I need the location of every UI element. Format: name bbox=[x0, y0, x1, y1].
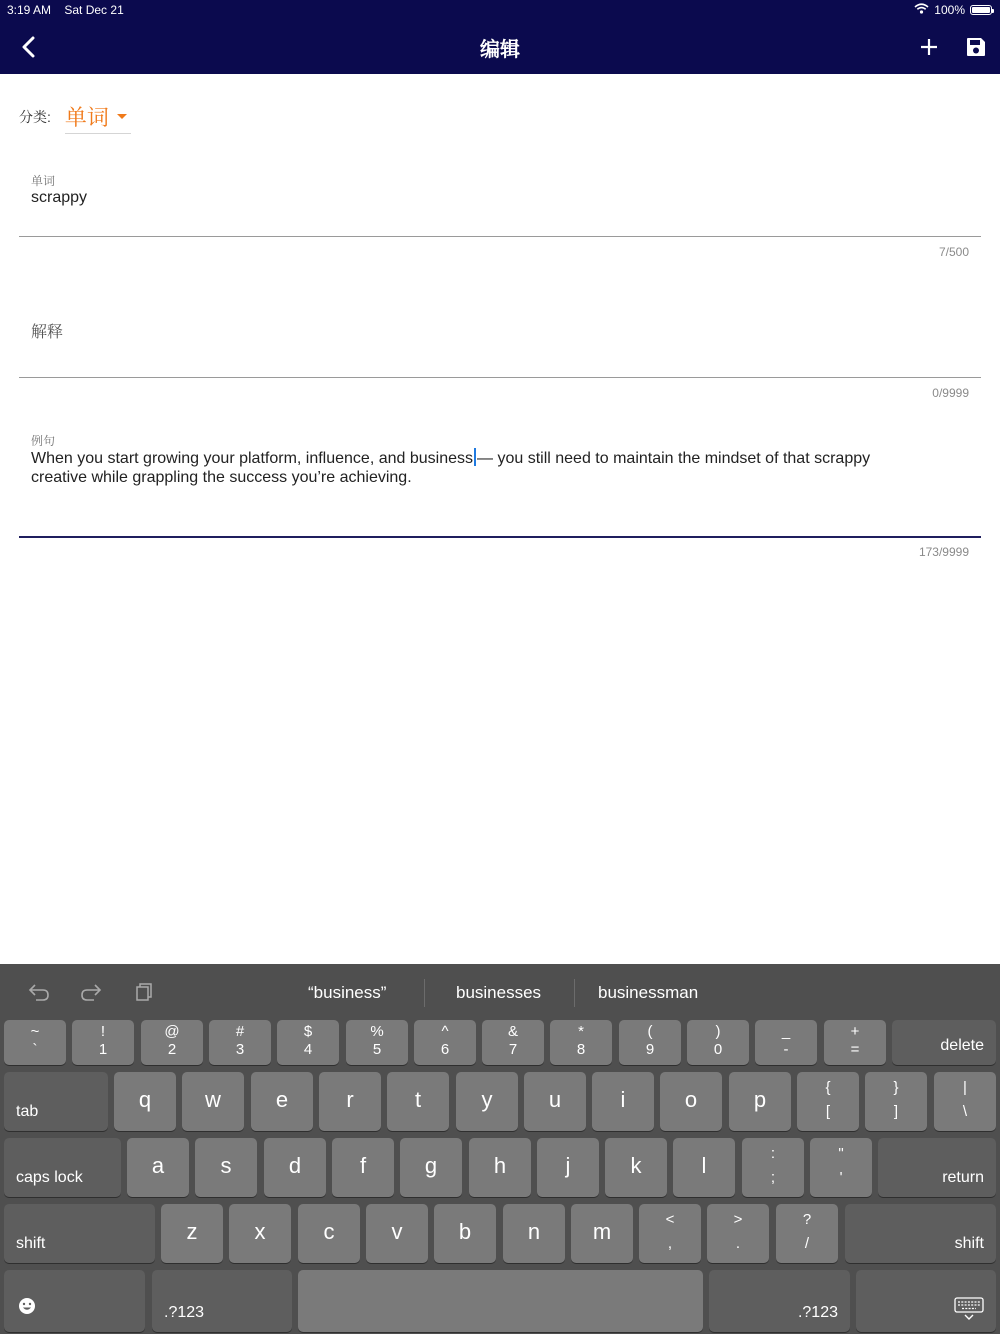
suggestion-2[interactable]: businesses bbox=[456, 983, 542, 1002]
symbol-key[interactable] bbox=[810, 1138, 872, 1197]
key-base-label: 4 bbox=[303, 1041, 313, 1058]
letter-key-t[interactable] bbox=[387, 1072, 449, 1131]
save-disk-icon bbox=[966, 37, 986, 57]
word-field[interactable] bbox=[19, 160, 981, 238]
key-label: p bbox=[753, 1087, 767, 1112]
key-shift-label: @ bbox=[164, 1023, 180, 1040]
on-screen-keyboard bbox=[0, 964, 1000, 1334]
shift-key-right[interactable] bbox=[845, 1204, 996, 1263]
letter-key-q[interactable] bbox=[114, 1072, 176, 1131]
key-shift-label: < bbox=[665, 1211, 675, 1228]
suggestion-divider bbox=[424, 979, 425, 1007]
status-bar-right bbox=[914, 3, 992, 17]
symbol-key[interactable] bbox=[776, 1204, 838, 1263]
key-label: o bbox=[684, 1087, 698, 1112]
key-label: w bbox=[205, 1087, 221, 1112]
definition-field-placeholder: 解释 bbox=[31, 324, 64, 341]
letter-key-v[interactable] bbox=[366, 1204, 428, 1263]
example-field-value bbox=[31, 448, 969, 487]
key-shift-label: } bbox=[893, 1079, 899, 1096]
letter-key-c[interactable] bbox=[298, 1204, 360, 1263]
symbol-key[interactable] bbox=[742, 1138, 804, 1197]
letter-key-p[interactable] bbox=[729, 1072, 791, 1131]
example-text-line2: creative while grappling the success you’re achieving. bbox=[31, 469, 412, 486]
numbers-key-label: .?123 bbox=[797, 1304, 838, 1321]
letter-key-w[interactable] bbox=[182, 1072, 244, 1131]
caps-lock-key[interactable] bbox=[4, 1138, 121, 1197]
key-shift-label: & bbox=[507, 1023, 518, 1040]
text-cursor bbox=[474, 448, 476, 466]
letter-key-m[interactable] bbox=[571, 1204, 633, 1263]
shift-key-label: shift bbox=[16, 1235, 46, 1252]
key-base-label: ] bbox=[893, 1103, 899, 1120]
suggestion-divider bbox=[574, 979, 575, 1007]
key-base-label: - bbox=[783, 1041, 789, 1058]
page-title: 编辑 bbox=[480, 39, 520, 61]
numbers-key-left[interactable] bbox=[152, 1270, 292, 1332]
category-dropdown[interactable] bbox=[65, 101, 131, 134]
symbol-key[interactable] bbox=[414, 1020, 476, 1065]
letter-key-o[interactable] bbox=[660, 1072, 722, 1131]
key-base-label: ; bbox=[770, 1169, 776, 1186]
letter-key-e[interactable] bbox=[251, 1072, 313, 1131]
return-key[interactable] bbox=[878, 1138, 996, 1197]
key-base-label: 3 bbox=[235, 1041, 245, 1058]
status-time: 3:19 AM bbox=[7, 3, 52, 17]
symbol-key[interactable] bbox=[755, 1020, 817, 1065]
definition-char-counter: 0/9999 bbox=[932, 386, 969, 400]
example-text-before-cursor: When you start growing your platform, influence, and business bbox=[31, 450, 474, 467]
letter-key-a[interactable] bbox=[127, 1138, 189, 1197]
tab-key-label: tab bbox=[16, 1103, 39, 1120]
example-field[interactable] bbox=[19, 420, 981, 539]
key-label: n bbox=[527, 1219, 541, 1244]
example-text-after-cursor: — you still need to maintain the mindset of that scrappy bbox=[477, 450, 871, 467]
numbers-key-label: .?123 bbox=[164, 1304, 205, 1321]
key-base-label: 5 bbox=[372, 1041, 382, 1058]
key-base-label: \ bbox=[962, 1103, 968, 1120]
key-label: z bbox=[186, 1219, 198, 1244]
definition-field-underline bbox=[19, 377, 981, 378]
key-base-label: . bbox=[735, 1235, 741, 1252]
key-base-label: = bbox=[850, 1041, 860, 1058]
status-date: Sat Dec 21 bbox=[64, 3, 124, 17]
key-shift-label: : bbox=[770, 1145, 776, 1162]
caps-lock-key-label: caps lock bbox=[16, 1169, 83, 1186]
shift-key-label: shift bbox=[954, 1235, 984, 1252]
symbol-key[interactable] bbox=[72, 1020, 134, 1065]
key-base-label: 8 bbox=[576, 1041, 586, 1058]
letter-key-z[interactable] bbox=[161, 1204, 223, 1263]
key-shift-label: ? bbox=[802, 1211, 812, 1228]
key-shift-label: ) bbox=[715, 1023, 721, 1040]
key-shift-label: ( bbox=[647, 1023, 653, 1040]
key-label: s bbox=[220, 1153, 232, 1178]
key-shift-label: # bbox=[235, 1023, 245, 1040]
emoji-key[interactable] bbox=[4, 1270, 145, 1332]
category-value: 单词 bbox=[64, 105, 109, 130]
suggestion-1[interactable]: “business” bbox=[308, 983, 387, 1002]
letter-key-i[interactable] bbox=[592, 1072, 654, 1131]
paste-icon[interactable] bbox=[130, 980, 158, 1004]
plus-icon bbox=[920, 38, 938, 56]
letter-key-k[interactable] bbox=[605, 1138, 667, 1197]
navigation-bar bbox=[0, 0, 1000, 74]
key-shift-label: ^ bbox=[441, 1023, 449, 1040]
key-shift-label: ~ bbox=[30, 1023, 40, 1040]
return-key-label: return bbox=[942, 1169, 984, 1186]
symbol-key[interactable] bbox=[707, 1204, 769, 1263]
symbol-key[interactable] bbox=[141, 1020, 203, 1065]
key-base-label: [ bbox=[825, 1103, 831, 1120]
key-label: y bbox=[481, 1087, 493, 1112]
example-field-label: 例句 bbox=[31, 434, 56, 448]
battery-percent: 100% bbox=[934, 3, 965, 17]
example-field-underline bbox=[19, 536, 981, 538]
keyboard-dismiss-icon bbox=[954, 1297, 984, 1326]
key-base-label: ` bbox=[32, 1041, 38, 1058]
delete-key-label: delete bbox=[940, 1037, 984, 1054]
symbol-key[interactable] bbox=[550, 1020, 612, 1065]
letter-key-u[interactable] bbox=[524, 1072, 586, 1131]
letter-key-f[interactable] bbox=[332, 1138, 394, 1197]
letter-key-r[interactable] bbox=[319, 1072, 381, 1131]
keyboard-suggestion-bar bbox=[0, 964, 1000, 1020]
undo-icon[interactable] bbox=[25, 980, 53, 1004]
space-bar[interactable] bbox=[298, 1270, 703, 1332]
key-label: m bbox=[592, 1219, 612, 1244]
key-shift-label: > bbox=[733, 1211, 743, 1228]
key-label: e bbox=[275, 1087, 289, 1112]
key-label: b bbox=[458, 1219, 472, 1244]
key-shift-label: " bbox=[838, 1145, 844, 1162]
key-label: i bbox=[620, 1087, 626, 1112]
dismiss-keyboard-key[interactable] bbox=[856, 1270, 996, 1332]
key-base-label: , bbox=[667, 1235, 673, 1252]
category-label: 分类: bbox=[19, 109, 51, 125]
caret-down-icon bbox=[117, 114, 127, 119]
letter-key-h[interactable] bbox=[469, 1138, 531, 1197]
word-field-label: 单词 bbox=[31, 174, 56, 188]
key-shift-label: | bbox=[963, 1079, 967, 1096]
key-base-label: / bbox=[804, 1235, 810, 1252]
word-char-counter: 7/500 bbox=[938, 245, 969, 259]
numbers-key-right[interactable] bbox=[709, 1270, 850, 1332]
symbol-key[interactable] bbox=[346, 1020, 408, 1065]
key-label: g bbox=[424, 1153, 438, 1178]
letter-key-b[interactable] bbox=[434, 1204, 496, 1263]
shift-key-left[interactable] bbox=[4, 1204, 155, 1263]
symbol-key[interactable] bbox=[619, 1020, 681, 1065]
symbol-key[interactable] bbox=[824, 1020, 886, 1065]
letter-key-l[interactable] bbox=[673, 1138, 735, 1197]
key-shift-label: _ bbox=[781, 1023, 791, 1040]
word-field-underline bbox=[19, 236, 981, 237]
letter-key-g[interactable] bbox=[400, 1138, 462, 1197]
key-label: f bbox=[359, 1153, 367, 1178]
redo-icon[interactable] bbox=[77, 980, 105, 1004]
letter-key-y[interactable] bbox=[456, 1072, 518, 1131]
symbol-key[interactable] bbox=[4, 1020, 66, 1065]
tab-key[interactable] bbox=[4, 1072, 108, 1131]
key-shift-label: { bbox=[825, 1079, 831, 1096]
symbol-key[interactable] bbox=[934, 1072, 996, 1131]
symbol-key[interactable] bbox=[865, 1072, 927, 1131]
key-label: c bbox=[323, 1219, 335, 1244]
key-label: l bbox=[701, 1153, 707, 1178]
key-shift-label: $ bbox=[303, 1023, 313, 1040]
letter-key-d[interactable] bbox=[264, 1138, 326, 1197]
symbol-key[interactable] bbox=[482, 1020, 544, 1065]
symbol-key[interactable] bbox=[639, 1204, 701, 1263]
key-base-label: 9 bbox=[645, 1041, 655, 1058]
suggestion-3[interactable]: businessman bbox=[598, 983, 699, 1002]
word-field-value: scrappy bbox=[31, 189, 88, 206]
key-label: d bbox=[288, 1153, 302, 1178]
letter-key-n[interactable] bbox=[503, 1204, 565, 1263]
letter-key-j[interactable] bbox=[537, 1138, 599, 1197]
category-row bbox=[19, 100, 131, 134]
key-shift-label: ! bbox=[100, 1023, 106, 1040]
key-shift-label: + bbox=[850, 1023, 860, 1040]
key-label: v bbox=[391, 1219, 403, 1244]
key-base-label: 1 bbox=[98, 1041, 108, 1058]
wifi-icon bbox=[914, 3, 929, 17]
delete-key[interactable] bbox=[892, 1020, 996, 1065]
symbol-key[interactable] bbox=[687, 1020, 749, 1065]
key-base-label: 6 bbox=[440, 1041, 450, 1058]
letter-key-x[interactable] bbox=[229, 1204, 291, 1263]
definition-field[interactable] bbox=[19, 300, 981, 378]
key-label: j bbox=[565, 1153, 571, 1178]
key-label: h bbox=[493, 1153, 507, 1178]
key-shift-label: * bbox=[578, 1023, 584, 1040]
battery-icon bbox=[970, 5, 992, 15]
example-char-counter: 173/9999 bbox=[918, 545, 969, 559]
key-label: r bbox=[346, 1087, 354, 1112]
key-label: x bbox=[254, 1219, 266, 1244]
status-bar-left bbox=[7, 3, 124, 17]
key-label: k bbox=[630, 1153, 642, 1178]
key-shift-label: % bbox=[370, 1023, 384, 1040]
symbol-key[interactable] bbox=[797, 1072, 859, 1131]
key-label: t bbox=[414, 1087, 422, 1112]
key-label: q bbox=[138, 1087, 152, 1112]
symbol-key[interactable] bbox=[209, 1020, 271, 1065]
key-label: u bbox=[548, 1087, 562, 1112]
key-base-label: 2 bbox=[167, 1041, 177, 1058]
letter-key-s[interactable] bbox=[195, 1138, 257, 1197]
save-button[interactable] bbox=[961, 32, 991, 62]
key-base-label: 0 bbox=[713, 1041, 723, 1058]
symbol-key[interactable] bbox=[277, 1020, 339, 1065]
key-base-label: ' bbox=[839, 1169, 843, 1186]
add-button[interactable] bbox=[914, 32, 944, 62]
key-label: a bbox=[151, 1153, 165, 1178]
emoji-icon bbox=[18, 1297, 36, 1320]
key-base-label: 7 bbox=[508, 1041, 518, 1058]
